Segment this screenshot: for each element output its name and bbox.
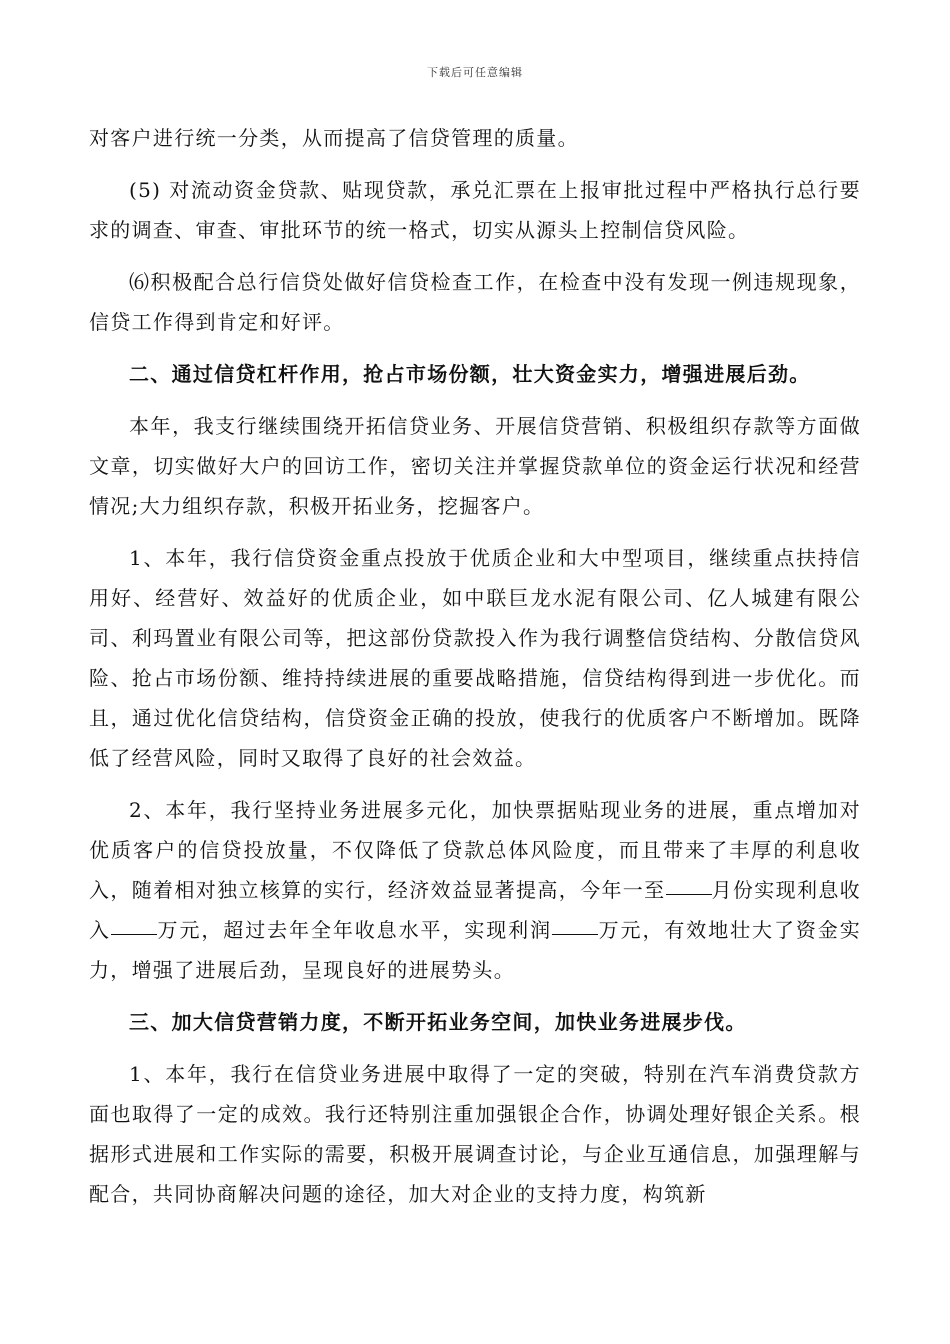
paragraph: 本年，我支行继续围绕开拓信贷业务、开展信贷营销、积极组织存款等方面做文章，切实做好大户的回访工作，密切关注并掌握贷款单位的资金运行状况和经营情况;大力组织存款，积极开拓业务，挖掘客户。 <box>89 414 861 518</box>
paragraph-text: 2、本年，我行坚持业务进展多元化，加快票据贴现业务的进展，重点增加对优质客户的信贷投放量，不仅降低了贷款总体风险度，而且带来了丰厚的利息收入，随着相对独立核算的实行，经济效益显著提高，今年一至 <box>89 798 861 902</box>
paragraph-text: 月份实现利息收入 <box>89 878 861 942</box>
paragraph: 对客户进行统一分类，从而提高了信贷管理的质量。 <box>89 126 579 150</box>
paragraph: (5) 对流动资金贷款、贴现贷款，承兑汇票在上报审批过程中严格执行总行要求的调查、审查、审批环节的统一格式，切实从源头上控制信贷风险。 <box>89 178 861 242</box>
document-body <box>89 118 861 1214</box>
fill-in-blank <box>111 933 157 935</box>
paragraph <box>89 790 861 990</box>
fill-in-blank <box>552 933 598 935</box>
section-heading: 二、通过信贷杠杆作用，抢占市场份额，壮大资金实力，增强进展后劲。 <box>129 362 811 386</box>
paragraph: 1、本年，我行信贷资金重点投放于优质企业和大中型项目，继续重点扶持信用好、经营好、效益好的优质企业，如中联巨龙水泥有限公司、亿人城建有限公司、利玛置业有限公司等，把这部份贷款投入作为我行调整信贷结构、分散信贷风险、抢占市场份额、维持持续进展的重要战略措施，信贷结构得到进一步优化。而且，通过优化信贷结构，信贷资金正确的投放，使我行的优质客户不断增加。既降低了经营风险，同时又取得了良好的社会效益。 <box>89 546 861 770</box>
header-note: 下载后可任意编辑 <box>427 66 523 79</box>
paragraph: ⑹积极配合总行信贷处做好信贷检查工作，在检查中没有发现一例违规现象，信贷工作得到肯定和好评。 <box>89 270 861 334</box>
fill-in-blank <box>666 893 712 895</box>
section-heading: 三、加大信贷营销力度，不断开拓业务空间，加快业务进展步伐。 <box>129 1010 747 1034</box>
paragraph: 1、本年，我行在信贷业务进展中取得了一定的突破，特别在汽车消费贷款方面也取得了一定的成效。我行还特别注重加强银企合作，协调处理好银企关系。根据形式进展和工作实际的需要，积极开展调查讨论，与企业互通信息，加强理解与配合，共同协商解决问题的途径，加大对企业的支持力度，构筑新 <box>89 1062 861 1206</box>
paragraph-text: 万元，有效地壮大了资金实力，增强了进展后劲，呈现良好的进展势头。 <box>89 918 861 982</box>
paragraph-text: 万元，超过去年全年收息水平，实现利润 <box>156 918 553 942</box>
